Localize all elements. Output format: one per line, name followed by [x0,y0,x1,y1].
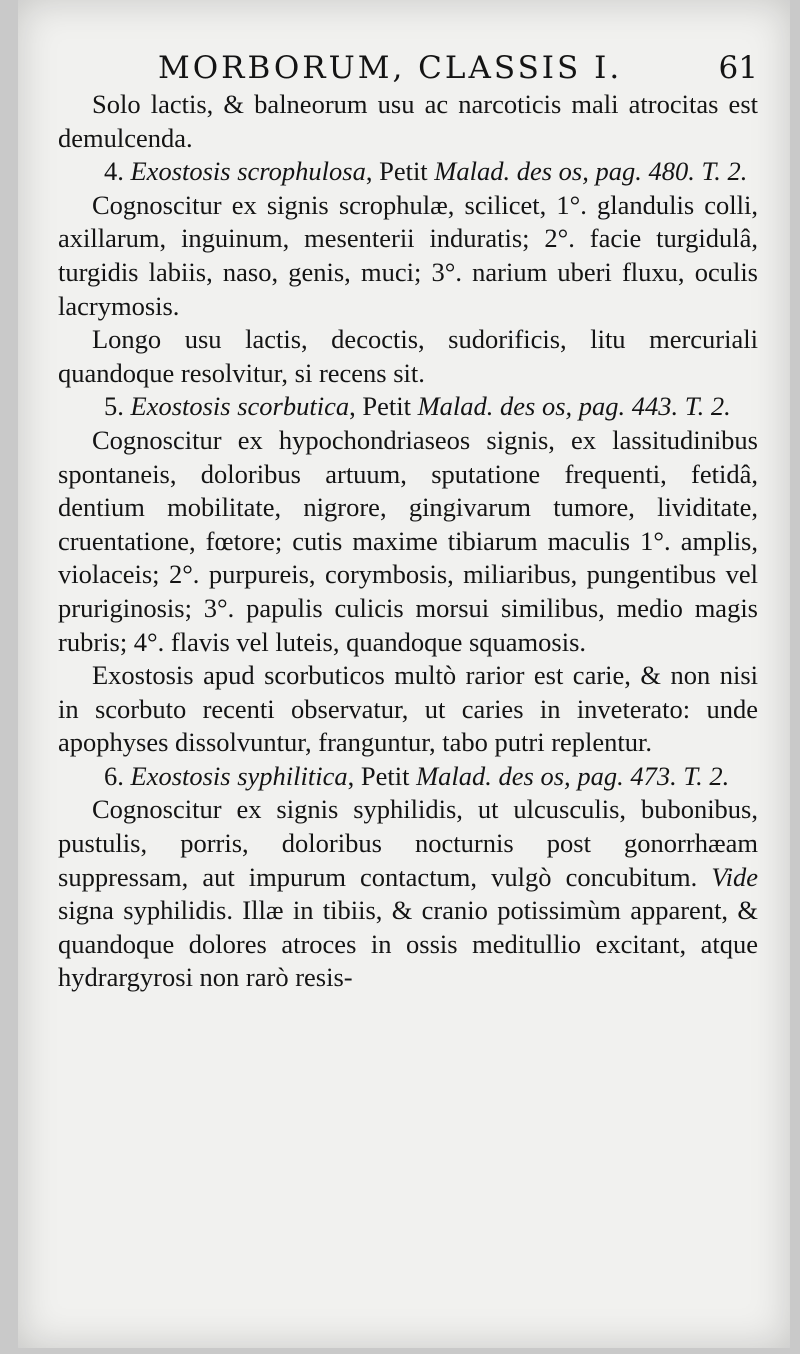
reference-work: Malad. des os, [416,760,571,791]
reference-author: Petit [360,760,410,791]
entry-exostosis-scrophulosa: 4. Exostosis scrophulosa, Petit Malad. des os, pag. 480. T. 2. [104,156,748,187]
paragraph-7: Exostosis apud scorbuticos multò rarior est carie, & non nisi in scorbuto recenti observatur, ut caries in inveterato: unde apophyses dissolvuntur, franguntur, tabo putri replentur. [58,660,758,758]
reference-author: Petit [379,156,428,187]
reference-author: Petit [362,391,411,422]
paragraph-3: Cognoscitur ex signis scrophulæ, scilicet, 1°. glandulis colli, axillarum, inguinum, mesenterii induratis; 2°. facie turgidulâ, turgidis labiis, naso, genis, muci; 3°. narium uberi fluxu, oculis lacrymosis. [58,189,758,321]
text-before-vide: Cognoscitur ex signis syphilidis, ut ulcusculis, bubonibus, pustulis, porris, doloribus nocturnis post gonorrhæam suppressam, aut impurum contactum, vulgò concubitum. [58,794,758,892]
page-number: 61 [718,50,758,86]
reference-work: Malad. des os, [434,156,589,187]
entry-number: 4. [104,156,124,187]
paragraph-6: Cognoscitur ex hypochondriaseos signis, ex lassitudinibus spontaneis, doloribus artuum, sputatione frequenti, fetidâ, dentium mobilitate, nigrore, gingivarum tumore, lividitate, cruentatione, fœtore; cutis maxime tibiarum maculis 1°. amplis, violaceis; 2°. purpureis, corymbosis, miliaribus, pungentibus vel pruriginosis; 3°. papulis culicis morsui similibus, medio magis rubris; 4°. flavis vel luteis, quandoque squamosis. [58,424,758,657]
reference-work: Malad. des os, [417,391,573,422]
reference-page: pag. 473. T. 2. [577,760,730,791]
page-body [58,88,758,995]
book-page [18,0,790,1348]
paragraph-9 [58,793,758,995]
disease-name: Exostosis scrophulosa [130,156,366,187]
running-head: MORBORUM, CLASSIS I. [158,50,623,86]
entry-exostosis-syphilitica: 6. Exostosis syphilitica, Petit Malad. des os, pag. 473. T. 2. [104,760,730,791]
vide-word: Vide [711,861,758,892]
disease-name: Exostosis scorbutica [130,391,350,422]
text-after-vide: signa syphilidis. Illæ in tibiis, & cranio potissimùm apparent, & quandoque dolores atroces in ossis meditullio excitant, atque hydrargyrosi non rarò resis- [58,895,758,993]
paragraph-1: Solo lactis, & balneorum usu ac narcoticis mali atrocitas est demulcenda. [58,89,758,153]
entry-number: 5. [104,391,124,422]
page-header [158,50,758,90]
reference-page: pag. 443. T. 2. [578,391,731,422]
disease-name: Exostosis syphilitica [130,760,348,791]
paragraph-4: Longo usu lactis, decoctis, sudorificis, litu mercuriali quandoque resolvitur, si recens sit. [58,324,758,388]
entry-number: 6. [104,760,124,791]
reference-page: pag. 480. T. 2. [595,156,748,187]
entry-exostosis-scorbutica: 5. Exostosis scorbutica, Petit Malad. des os, pag. 443. T. 2. [104,391,731,422]
